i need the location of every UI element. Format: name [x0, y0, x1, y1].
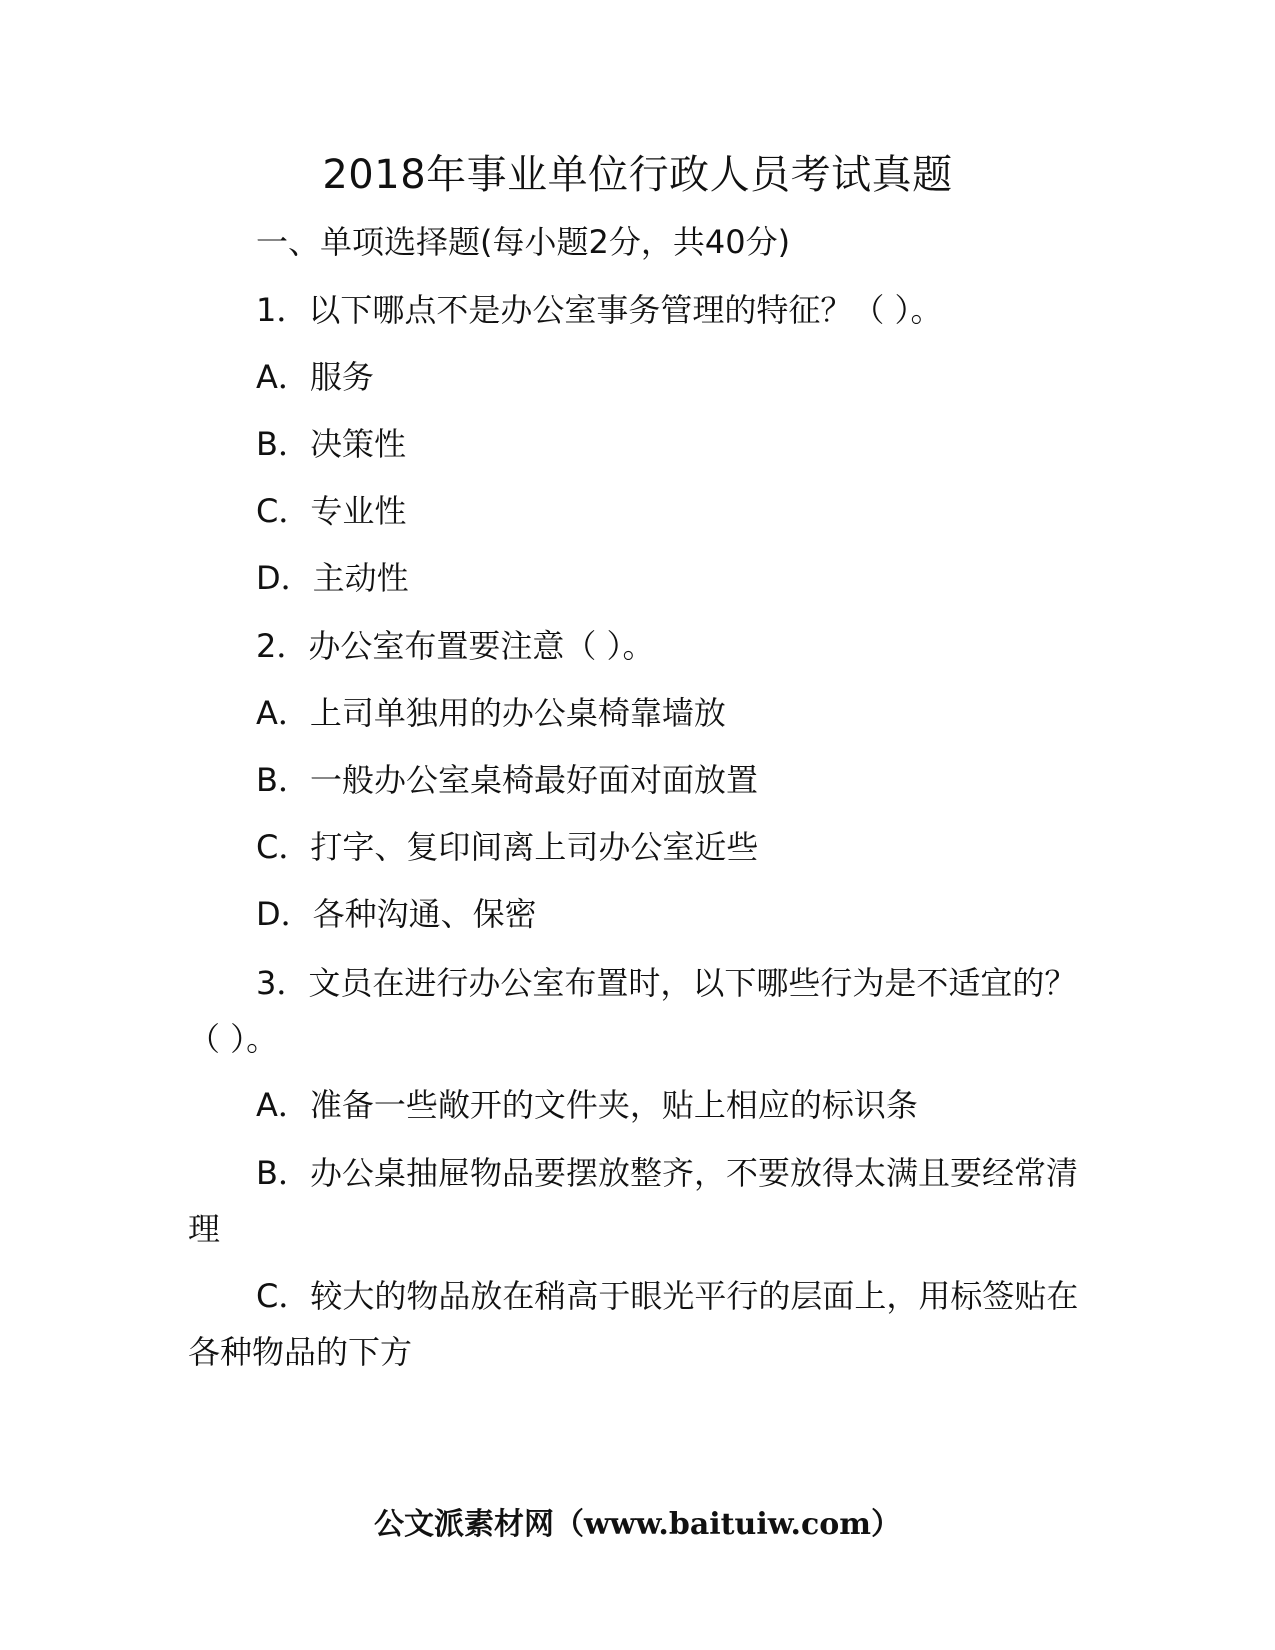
question-1-option-c: C．专业性 [256, 492, 407, 530]
question-2-option-d: D．各种沟通、保密 [256, 895, 537, 933]
question-3-option-a: A．准备一些敞开的文件夹，贴上相应的标识条 [256, 1086, 918, 1124]
question-2-option-b: B．一般办公室桌椅最好面对面放置 [256, 761, 758, 799]
question-3-stem: 3．文员在进行办公室布置时，以下哪些行为是不适宜的？（ ）。 [188, 964, 1077, 1058]
question-1-option-b: B．决策性 [256, 425, 406, 463]
question-1-option-d: D．主动性 [256, 559, 409, 597]
question-3-option-c: C．较大的物品放在稍高于眼光平行的层面上，用标签贴在各种物品的下方 [188, 1277, 1079, 1371]
question-2-stem: 2．办公室布置要注意（ ）。 [256, 627, 655, 665]
footer-watermark: 公文派素材网（www.baituiw.com） [373, 1507, 902, 1542]
question-1-option-a: A．服务 [256, 358, 374, 396]
question-2-option-c: C．打字、复印间离上司办公室近些 [256, 828, 759, 866]
question-3-option-b: B．办公桌抽屉物品要摆放整齐，不要放得太满且要经常清理 [188, 1154, 1078, 1248]
question-1-stem: 1．以下哪点不是办公室事务管理的特征？（ ）。 [256, 291, 943, 329]
section-heading: 一、单项选择题(每小题2分，共40分) [256, 223, 791, 261]
question-2-option-a: A．上司单独用的办公桌椅靠墙放 [256, 694, 726, 732]
document-title: 2018年事业单位行政人员考试真题 [322, 152, 953, 198]
